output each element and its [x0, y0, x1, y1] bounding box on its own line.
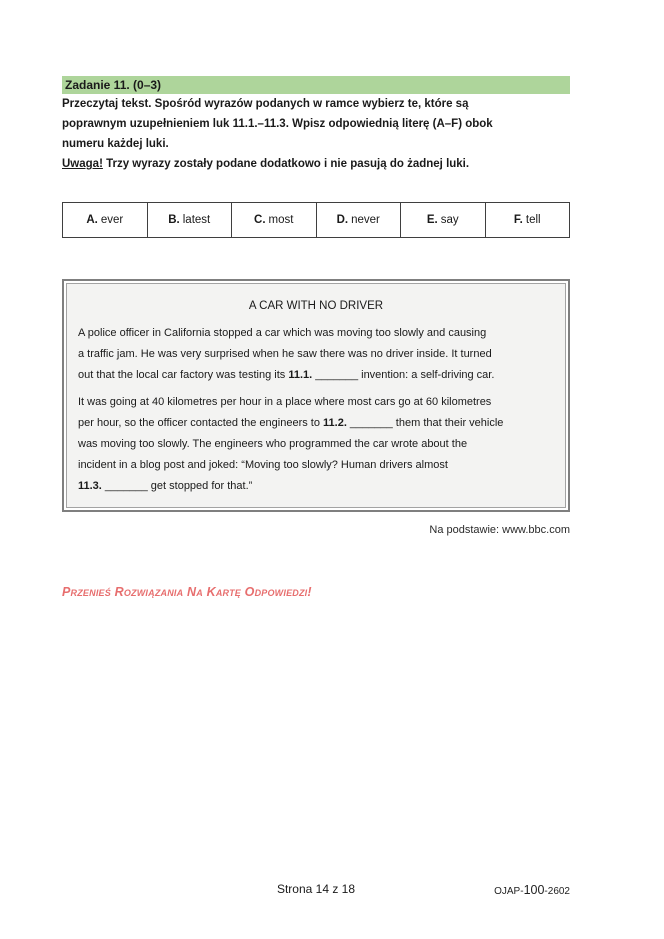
- option-letter: A.: [86, 214, 98, 226]
- option-letter: C.: [254, 214, 266, 226]
- option-word: tell: [525, 214, 541, 226]
- reading-text-box-inner: [66, 283, 566, 508]
- footer-page-number: Strona 14 z 18: [276, 882, 356, 896]
- word-bank-cell-e: [400, 203, 485, 237]
- word-bank-cell-c: [231, 203, 316, 237]
- text-line: was moving too slowly. The engineers who programmed the car wrote about the: [78, 438, 468, 450]
- option-word: most: [268, 214, 294, 226]
- reading-paragraph-2: [78, 392, 554, 497]
- word-bank-cell-b: [147, 203, 232, 237]
- text-line: incident in a blog post and joked: “Moving too slowly? Human drivers almost: [78, 459, 448, 471]
- option-letter: B.: [168, 214, 180, 226]
- text-line: [78, 413, 554, 434]
- task-title-bar: Zadanie 11. (0–3): [62, 76, 570, 94]
- instruction-note-line: [62, 154, 582, 174]
- text-line: A police officer in California stopped a car which was moving too slowly and causing: [78, 327, 487, 339]
- instruction-line: poprawnym uzupełnieniem luk 11.1.–11.3. Wpisz odpowiednią literę (A–F) obok: [62, 118, 493, 130]
- text-line: It was going at 40 kilometres per hour in a place where most cars go at 60 kilometres: [78, 396, 492, 408]
- task-instructions: [62, 94, 582, 174]
- gap-number-11-2: 11.2.: [323, 417, 347, 429]
- gap-blank-11-2: _______ them that their vehicle: [346, 417, 504, 429]
- text-run: out that the local car factory was testing its: [78, 369, 289, 381]
- text-line: [78, 365, 554, 386]
- reading-title: A CAR WITH NO DRIVER: [248, 300, 384, 312]
- word-bank-cell-d: [316, 203, 401, 237]
- option-letter: D.: [336, 214, 349, 226]
- source-attribution: Na podstawie: www.bbc.com: [429, 524, 570, 536]
- option-word: latest: [182, 214, 211, 226]
- word-bank-cell-f: [485, 203, 570, 237]
- text-run: per hour, so the officer contacted the engineers to: [78, 417, 324, 429]
- form-code-suffix: -2602: [544, 886, 570, 897]
- text-line: a traffic jam. He was very surprised when he saw there was no driver inside. It turned: [78, 348, 492, 360]
- gap-blank-11-3: _______ get stopped for that.”: [101, 480, 253, 492]
- instruction-line: numeru każdej luki.: [62, 138, 169, 150]
- uwaga-label: Uwaga!: [62, 158, 103, 170]
- form-code-mid: 100: [523, 883, 545, 897]
- option-word: never: [351, 214, 380, 226]
- option-letter: E.: [426, 214, 438, 226]
- option-word: ever: [100, 214, 124, 226]
- footer-form-code: [62, 883, 570, 897]
- reading-text-box: [62, 279, 570, 512]
- form-code-prefix: OJAP-: [494, 886, 524, 897]
- gap-number-11-1: 11.1.: [288, 369, 313, 381]
- gap-number-11-3: 11.3.: [78, 480, 102, 492]
- transfer-answers-note: Przenieś Rozwiązania Na Kartę Odpowiedzi!: [62, 585, 312, 599]
- word-bank-cell-a: [63, 203, 147, 237]
- uwaga-text: Trzy wyrazy zostały podane dodatkowo i nie pasują do żadnej luki.: [102, 158, 470, 170]
- word-bank-table: [62, 202, 570, 238]
- gap-blank-11-1: _______ invention: a self-driving car.: [312, 369, 495, 381]
- reading-paragraph-1: [78, 323, 554, 386]
- option-letter: F.: [513, 214, 523, 226]
- option-word: say: [440, 214, 459, 226]
- instruction-line: Przeczytaj tekst. Spośród wyrazów podanych w ramce wybierz te, które są: [62, 98, 469, 110]
- text-line: [78, 476, 554, 497]
